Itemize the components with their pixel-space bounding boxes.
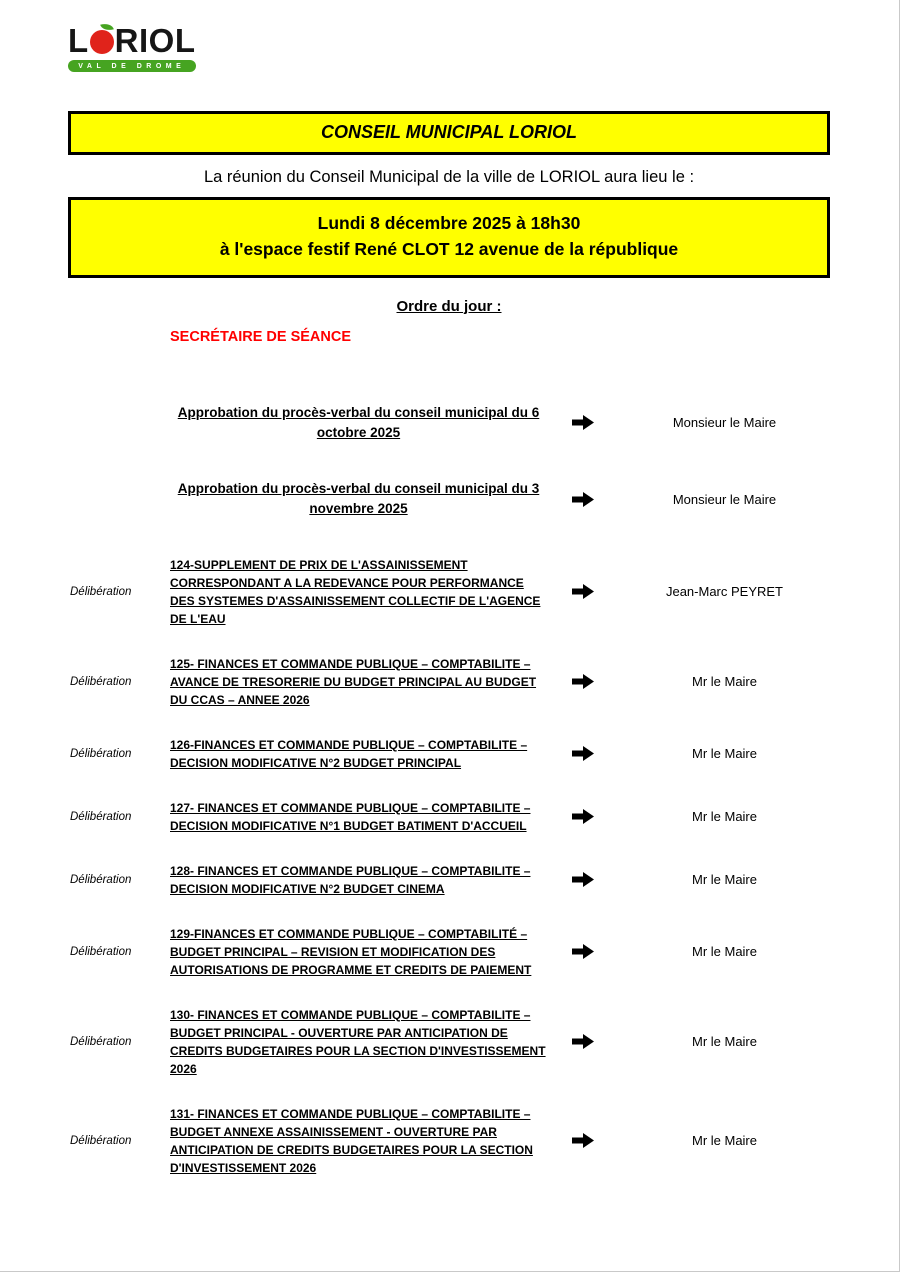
agenda-item-title: Approbation du procès-verbal du conseil municipal du 3 novembre 2025 [177,481,540,517]
agenda-item-title: 129-FINANCES ET COMMANDE PUBLIQUE – COMPTABILITÉ – BUDGET PRINCIPAL – REVISION ET MODIFICATION DES AUTORISATIONS DE PROGRAMME ET CREDITS DE PAIEMENT [170,926,532,977]
meeting-details-banner [68,197,830,278]
secretary-label: SECRÉTAIRE DE SÉANCE [170,328,352,345]
assignee-name: Mr le Maire [691,809,757,824]
assignee-name: Mr le Maire [691,872,757,887]
agenda-list [68,403,830,1177]
meeting-date-line: Lundi 8 décembre 2025 à 18h30 [317,213,581,233]
agenda-row [68,925,830,979]
agenda-row [68,655,830,709]
right-arrow-icon [547,1133,619,1148]
deliberation-label: Délibération [70,1035,132,1048]
agenda-row [68,479,830,520]
agenda-item-title: 131- FINANCES ET COMMANDE PUBLIQUE – COMPTABILITE – BUDGET ANNEXE ASSAINISSEMENT - OUVERTURE PAR ANTICIPATION DE CREDITS BUDGETAIRES POUR LA SECTION D'INVESTISSEMENT 2026 [170,1106,533,1175]
agenda-row [68,403,830,444]
right-arrow-icon [547,492,619,507]
agenda-row [68,736,830,772]
deliberation-label: Délibération [70,873,132,886]
agenda-row [68,862,830,898]
assignee-name: Monsieur le Maire [672,491,777,507]
loriol-logo [68,24,196,72]
assignee-name: Monsieur le Maire [672,415,777,431]
right-arrow-icon [547,746,619,761]
assignee-name: Mr le Maire [691,944,757,959]
deliberation-label: Délibération [70,810,132,823]
agenda-item-title: Approbation du procès-verbal du conseil municipal du 6 octobre 2025 [177,404,540,440]
agenda-heading: Ordre du jour : [396,297,502,315]
right-arrow-icon [547,872,619,887]
agenda-item-title: 125- FINANCES ET COMMANDE PUBLIQUE – COMPTABILITE – AVANCE DE TRESORERIE DU BUDGET PRINCIPAL AU BUDGET DU CCAS – ANNEE 2026 [170,656,537,707]
logo-wordmark [68,24,196,57]
right-arrow-icon [547,584,619,599]
assignee-name: Mr le Maire [691,674,757,689]
logo-letters-riol: RIOL [114,22,196,59]
right-arrow-icon [547,674,619,689]
agenda-item-title: 127- FINANCES ET COMMANDE PUBLIQUE – COMPTABILITE – DECISION MODIFICATIVE N°1 BUDGET BATIMENT D'ACCUEIL [170,800,531,833]
logo-subtitle: VAL DE DROME [68,60,196,72]
agenda-row [68,1105,830,1177]
right-arrow-icon [547,944,619,959]
deliberation-label: Délibération [70,747,132,760]
assignee-name: Mr le Maire [691,1034,757,1049]
deliberation-label: Délibération [70,945,132,958]
meeting-place-line: à l'espace festif René CLOT 12 avenue de la république [219,239,679,260]
logo-letter-l: L [68,22,89,59]
deliberation-label: Délibération [70,585,132,598]
agenda-row [68,556,830,628]
deliberation-label: Délibération [70,675,132,688]
right-arrow-icon [547,1034,619,1049]
right-arrow-icon [547,809,619,824]
assignee-name: Mr le Maire [691,746,757,761]
agenda-row [68,799,830,835]
agenda-item-title: 124-SUPPLEMENT DE PRIX DE L'ASSAINISSEMENT CORRESPONDANT A LA REDEVANCE POUR PERFORMANCE DES SYSTEMES D'ASSAINISSEMENT COLLECTIF DE L'AGENCE DE L'EAU [170,557,541,626]
agenda-item-title: 128- FINANCES ET COMMANDE PUBLIQUE – COMPTABILITE – DECISION MODIFICATIVE N°2 BUDGET CINEMA [170,863,531,896]
assignee-name: Jean-Marc PEYRET [665,584,784,599]
assignee-name: Mr le Maire [691,1133,757,1148]
council-title-banner: CONSEIL MUNICIPAL LORIOL [68,111,830,155]
deliberation-label: Délibération [70,1134,132,1147]
meeting-intro-text: La réunion du Conseil Municipal de la ville de LORIOL aura lieu le : [203,168,695,186]
right-arrow-icon [547,415,619,430]
agenda-item-title: 130- FINANCES ET COMMANDE PUBLIQUE – COMPTABILITE – BUDGET PRINCIPAL - OUVERTURE PAR ANTICIPATION DE CREDITS BUDGETAIRES POUR LA SECTION D'INVESTISSEMENT 2026 [170,1007,546,1076]
agenda-item-title: 126-FINANCES ET COMMANDE PUBLIQUE – COMPTABILITE – DECISION MODIFICATIVE N°2 BUDGET PRINCIPAL [170,737,528,770]
apple-icon [90,30,114,54]
agenda-row [68,1006,830,1078]
